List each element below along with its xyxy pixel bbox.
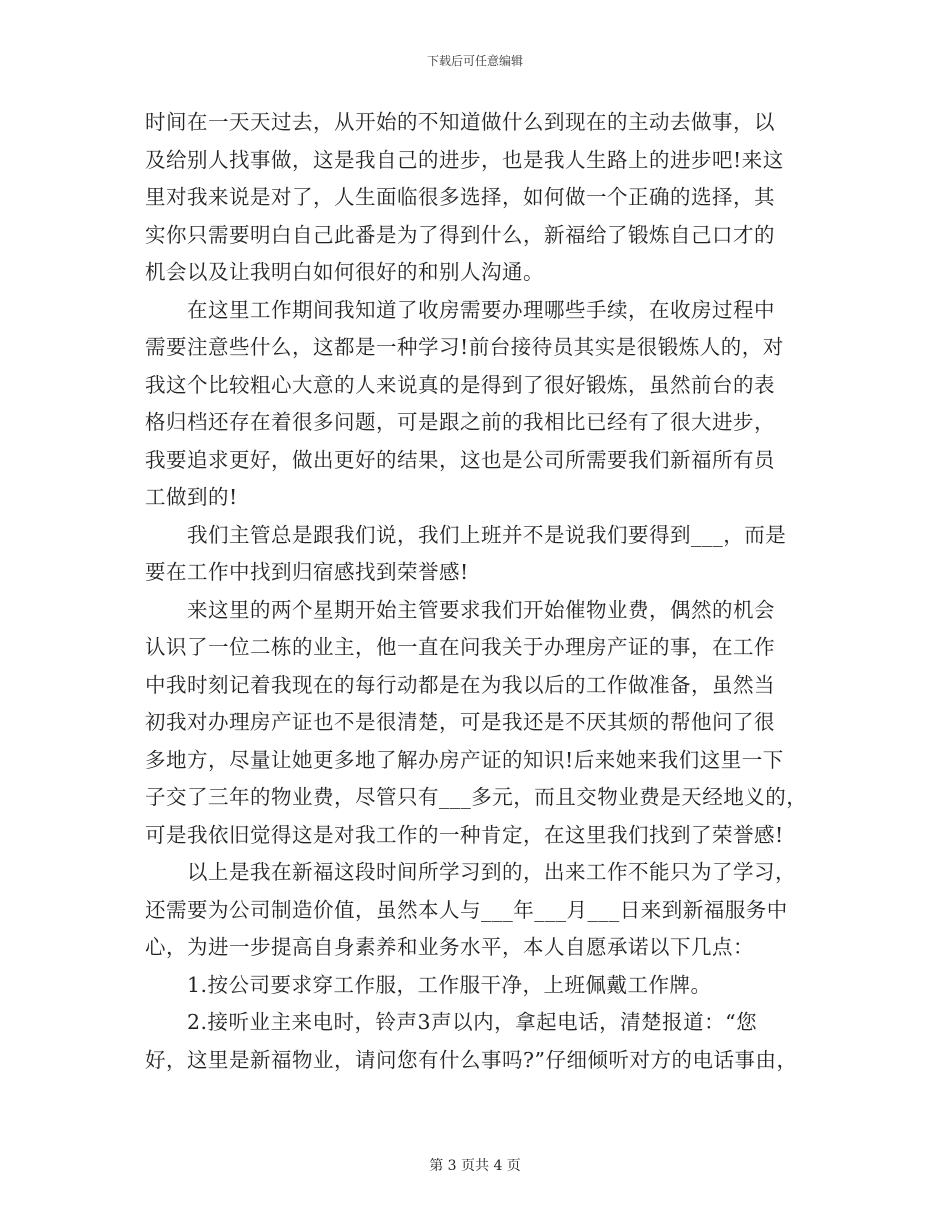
text-line: 时间在一天天过去，从开始的不知道做什么到现在的主动去做事，以 xyxy=(145,110,775,134)
text-line: 我们主管总是跟我们说，我们上班并不是说我们要得到___，而是 xyxy=(145,522,787,547)
text-line: 心，为进一步提高自身素养和业务水平，本人自愿承诺以下几点： xyxy=(145,935,754,959)
text-line: 要在工作中找到归宿感找到荣誉感! xyxy=(145,560,469,584)
text-line: 认识了一位二栋的业主，他一直在问我关于办理房产证的事，在工作 xyxy=(145,635,775,659)
text-line: 以上是我在新福这段时间所学习到的，出来工作不能只为了学习， xyxy=(145,860,796,884)
text-line: 中我时刻记着我现在的每行动都是在为我以后的工作做准备，虽然当 xyxy=(145,672,775,697)
text-line: 工做到的! xyxy=(145,485,238,509)
text-line: 还需要为公司制造价值，虽然本人与___年___月___日来到新福服务中 xyxy=(145,897,788,922)
text-line: 我这个比较粗心大意的人来说真的是得到了很好锻炼，虽然前台的表 xyxy=(145,372,775,397)
text-line: 格归档还存在着很多问题，可是跟之前的我相比已经有了很大进步， xyxy=(145,410,775,434)
document-body xyxy=(145,104,825,1079)
page-number-footer: 第 3 页共 4 页 xyxy=(429,1158,521,1174)
text-line: 里对我来说是对了，人生面临很多选择，如何做一个正确的选择，其 xyxy=(145,185,775,209)
text-line: 可是我依旧觉得这是对我工作的一种肯定，在这里我们找到了荣誉感! xyxy=(145,822,784,847)
text-line: 实你只需要明白自己此番是为了得到什么，新福给了锻炼自己口才的 xyxy=(145,222,775,247)
text-line: 好，这里是新福物业，请问您有什么事吗?”仔细倾听对方的电话事由， xyxy=(145,1047,798,1072)
text-line: 我要追求更好，做出更好的结果，这也是公司所需要我们新福所有员 xyxy=(145,447,775,472)
text-line: 初我对办理房产证也不是很清楚，可是我还是不厌其烦的帮他问了很 xyxy=(145,710,775,734)
text-line: 子交了三年的物业费，尽管只有___多元，而且交物业费是天经地义的， xyxy=(145,785,808,809)
text-line: 2.接听业主来电时，铃声3声以内，拿起电话，清楚报道：“您 xyxy=(145,1010,758,1034)
page-header-note: 下载后可任意编辑 xyxy=(426,54,523,68)
text-line: 及给别人找事做，这是我自己的进步，也是我人生路上的进步吧!来这 xyxy=(145,147,784,172)
text-line: 多地方，尽量让她更多地了解办房产证的知识!后来她来我们这里一下 xyxy=(145,747,784,772)
text-line: 需要注意些什么，这都是一种学习!前台接待员其实是很锻炼人的，对 xyxy=(145,335,784,359)
text-line: 来这里的两个星期开始主管要求我们开始催物业费，偶然的机会 xyxy=(145,597,775,622)
text-line: 1.按公司要求穿工作服，工作服干净，上班佩戴工作牌。 xyxy=(145,972,712,997)
text-line: 机会以及让我明白如何很好的和别人沟通。 xyxy=(145,260,544,284)
text-line: 在这里工作期间我知道了收房需要办理哪些手续，在收房过程中 xyxy=(145,297,775,322)
